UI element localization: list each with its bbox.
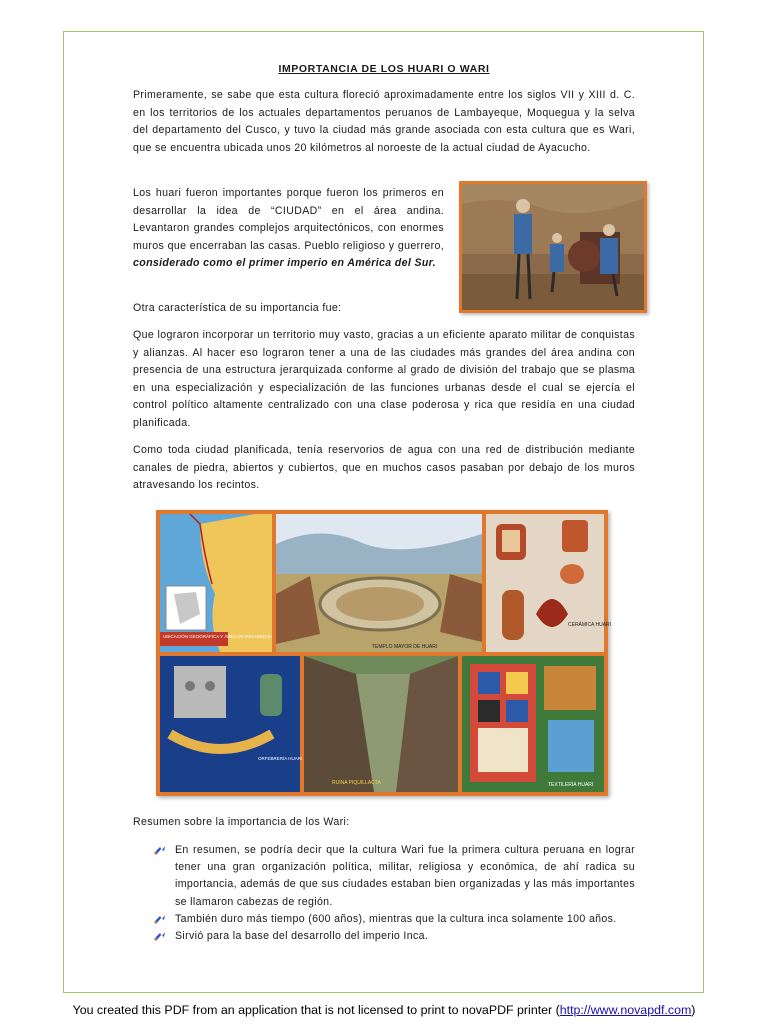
textile-label: TEXTILERÍA HUARI [548,782,594,788]
map-label: UBICACIÓN GEOGRÁFICA Y ÁREA DE INFLUENCIA [163,634,272,639]
temple-panel [276,514,482,652]
territory-paragraph: Que lograron incorporar un territorio muy vasto, gracias a un eficiente aparato militar de conquistas y alianzas. Al hacer eso lograron tener a una de las ciudades más grandes del área andina con presencia de una estructura jerarquizada conforme al grado de división del trabajo que se plasma en una especialización y especialización de las funciones urbanas desde el cual se ejercía el control político altamente centralizado con una clase poderosa y rica que residía en una ciudad planificada. [133,329,635,429]
water-paragraph: Como toda ciudad planificada, tenía reservorios de agua con una red de distribución mediante canales de piedra, abiertos y cubiertos, que en muchos casos pasaban por debajo de los muros atravesando los recintos. [133,444,635,492]
wari-people-photo [459,181,647,313]
list-item: Sirvió para la base del desarrollo del imperio Inca. [153,928,635,945]
goldsmith-panel [160,656,302,792]
arrow-bullet-icon [153,931,166,942]
novapdf-footer: You created this PDF from an application that is not licensed to print to novaPDF printer (http://www.novapdf.com) [72,1003,696,1017]
ruins-label: RUINA PIQUILLACTA [332,780,381,786]
map-panel [160,514,272,652]
summary-heading: Resumen sobre la importancia de los Wari: [133,816,350,828]
characteristic-intro: Otra característica de su importancia fue: [133,302,342,314]
summary-list [153,842,635,945]
arrow-bullet-icon [153,914,166,925]
document-title: IMPORTANCIA DE LOS HUARI O WARI [278,63,490,75]
list-item: En resumen, se podría decir que la cultura Wari fue la primera cultura peruana en lograr tener una gran organización política, militar, religiosa y económica, de ahí radica su importancia, además de que sus ciudades estaban bien organizadas y las más importantes se llamaron cabezas de región. [153,842,635,911]
intro-paragraph: Primeramente, se sabe que esta cultura floreció aproximadamente entre los siglos VII y XIII d. C. en los territorios de los actuales departamentos peruanos de Lambayeque, Moquegua y la selva del departamento del Cusco, y tuvo la ciudad más grande asociada con esta cultura que es Wari, que se encuentra ubicada unos 20 kilómetros al noroeste de la actual ciudad de Ayacucho. [133,89,635,154]
wari-culture-collage [156,510,612,796]
ruins-panel [304,656,458,792]
arrow-bullet-icon [153,845,166,856]
importance-paragraph [133,185,444,273]
goldsmith-label: ORFEBRERÍA HUARI [258,756,303,761]
importance-emphasis: considerado como el primer imperio en América del Sur. [133,257,436,270]
list-item: También duro más tiempo (600 años), mientras que la cultura inca solamente 100 años. [153,911,635,928]
importance-text: Los huari fueron importantes porque fueron los primeros en desarrollar la idea de “CIUDAD” en el área andina. Levantaron grandes complejos arquitectónicos, con enormes muros que encerraban las casas. Pueblo religioso y guerrero, [133,187,444,252]
novapdf-link[interactable]: http://www.novapdf.com [559,1003,692,1017]
textile-panel [462,656,604,792]
temple-label: TEMPLO MAYOR DE HUARI [372,644,438,650]
ceramics-label: CERÁMICA HUARI [568,622,612,628]
ceramics-panel [486,514,611,652]
